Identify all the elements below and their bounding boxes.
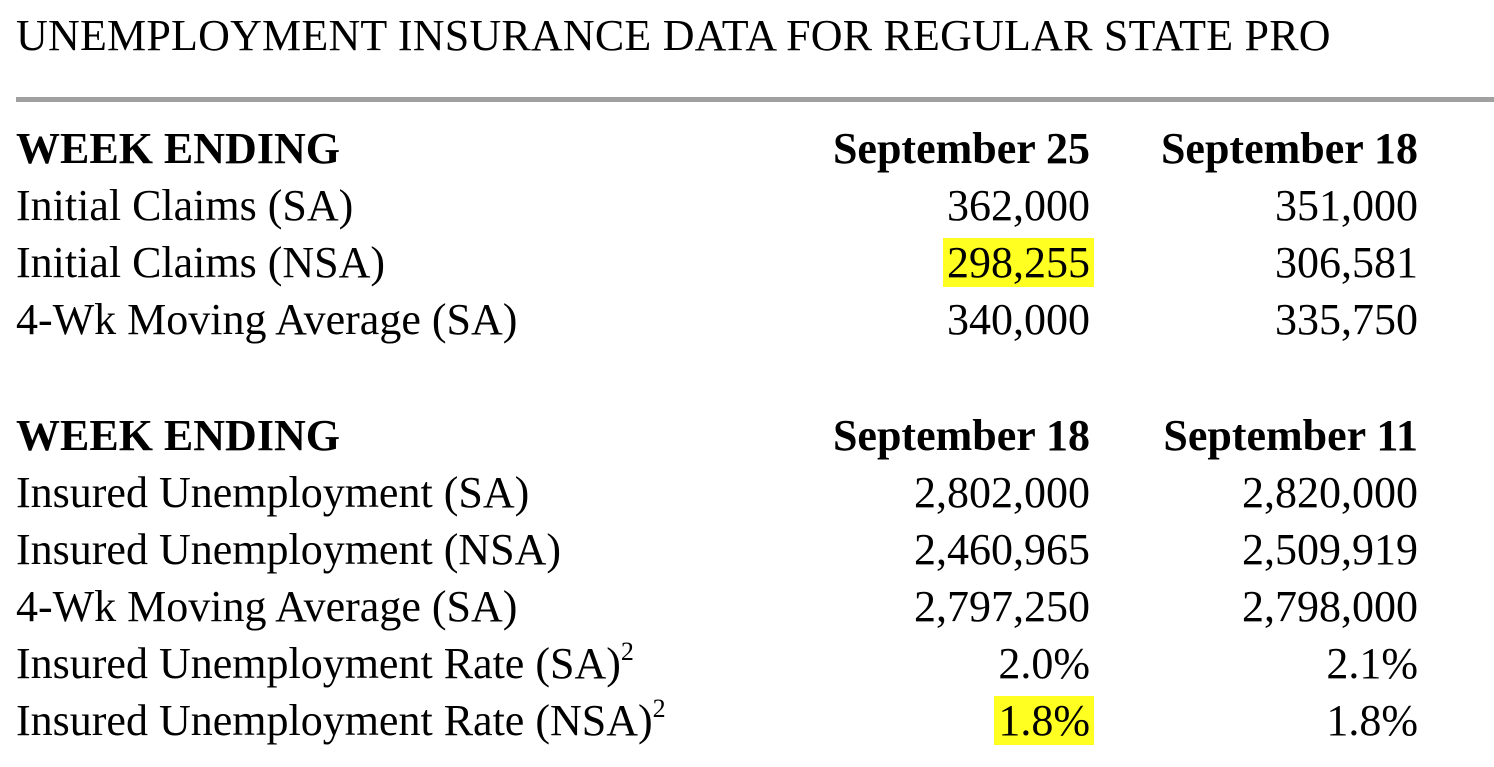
current-value-highlight xyxy=(943,234,1090,291)
row-label-text: Insured Unemployment Rate (SA) xyxy=(16,639,621,688)
current-value: 2,797,250 xyxy=(914,582,1090,631)
footnote-marker: 2 xyxy=(620,637,634,666)
title-divider xyxy=(16,97,1494,102)
current-value: 362,000 xyxy=(947,181,1090,230)
prior-value: 306,581 xyxy=(1275,238,1418,287)
highlighted-value: 298,255 xyxy=(943,238,1094,287)
prior-value: 351,000 xyxy=(1275,181,1418,230)
row-label: Insured Unemployment (NSA) xyxy=(16,525,562,574)
row-label: 4-Wk Moving Average (SA) xyxy=(16,295,518,344)
prior-value: 335,750 xyxy=(1275,295,1418,344)
prior-value: 1.8% xyxy=(1326,696,1418,745)
table-row xyxy=(16,521,1426,578)
table-row xyxy=(16,234,1426,291)
table-row xyxy=(16,692,1426,749)
prior-value: 2,820,000 xyxy=(1242,468,1418,517)
table-row xyxy=(16,578,1426,635)
prior-week-date: September 18 xyxy=(1160,124,1418,173)
row-label: Initial Claims (SA) xyxy=(16,181,354,230)
row-label: Insured Unemployment (SA) xyxy=(16,468,530,517)
current-value: 2,802,000 xyxy=(914,468,1090,517)
table-row xyxy=(16,177,1426,234)
prior-value: 2,798,000 xyxy=(1242,582,1418,631)
highlighted-value: 1.8% xyxy=(994,696,1094,745)
row-label: 4-Wk Moving Average (SA) xyxy=(16,582,518,631)
current-week-date: September 18 xyxy=(832,411,1090,460)
current-value: 340,000 xyxy=(947,295,1090,344)
page-title: UNEMPLOYMENT INSURANCE DATA FOR REGULAR STATE PRO xyxy=(16,11,1331,60)
table-header-row xyxy=(16,120,1426,177)
table-row xyxy=(16,464,1426,521)
current-week-date: September 25 xyxy=(832,124,1090,173)
current-value-highlight xyxy=(994,692,1090,749)
row-label-text: Insured Unemployment Rate (NSA) xyxy=(16,696,653,745)
row-label xyxy=(16,635,634,692)
row-label xyxy=(16,692,666,749)
table-row xyxy=(16,635,1426,692)
prior-week-date: September 11 xyxy=(1163,411,1418,460)
insured-unemployment-table xyxy=(16,407,1426,749)
current-value: 2,460,965 xyxy=(914,525,1090,574)
row-label: Initial Claims (NSA) xyxy=(16,238,386,287)
table-header-row xyxy=(16,407,1426,464)
week-ending-label: WEEK ENDING xyxy=(16,411,340,460)
table-row xyxy=(16,291,1426,348)
prior-value: 2.1% xyxy=(1326,639,1418,688)
prior-value: 2,509,919 xyxy=(1242,525,1418,574)
footnote-marker: 2 xyxy=(652,694,666,723)
week-ending-label: WEEK ENDING xyxy=(16,124,340,173)
initial-claims-table xyxy=(16,120,1426,348)
current-value: 2.0% xyxy=(998,639,1090,688)
